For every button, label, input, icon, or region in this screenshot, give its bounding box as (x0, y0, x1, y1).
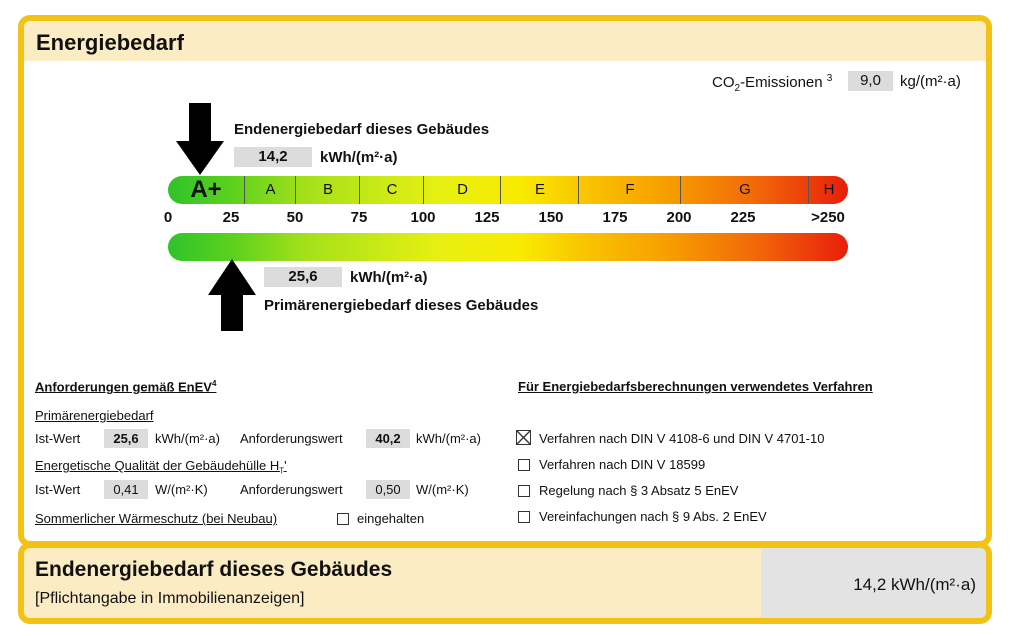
end-energy-label: Endenergiebedarf dieses Gebäudes (234, 121, 490, 138)
method-option-label: Vereinfachungen nach § 9 Abs. 2 EnEV (539, 509, 767, 524)
method-checkbox-checked[interactable] (516, 430, 531, 445)
requirements-heading: Anforderungen gemäß EnEV$^4$ (35, 379, 217, 395)
scale-tick: 150 (538, 209, 564, 226)
primary-energy-label: Primärenergiebedarf dieses Gebäudes (264, 297, 539, 314)
class-label: A (244, 176, 296, 204)
summer-protection-check-label: eingehalten (357, 511, 425, 526)
primary-energy-value: 25,6 (264, 267, 342, 287)
scale-tick: 125 (474, 209, 500, 226)
envelope-heading: Energetische Qualität der Gebäudehülle $H_T'$ (35, 458, 287, 476)
primary-ist-value: 25,6 (104, 429, 148, 448)
scale-tick: 0 (163, 209, 173, 226)
summary-title: Endenergiebedarf dieses Gebäudes (35, 558, 393, 581)
primary-anf-unit: kWh/(m²·a) (416, 431, 481, 446)
scale-tick: 75 (350, 209, 368, 226)
class-label: D (423, 176, 501, 204)
scale-tick: 200 (666, 209, 692, 226)
summary-note: [Pflichtangabe in Immobilienanzeigen] (35, 590, 305, 607)
class-label: G (680, 176, 809, 204)
panel-header (24, 21, 986, 61)
class-label: B (295, 176, 360, 204)
scale-tick: 225 (730, 209, 756, 226)
envelope-anf-value: 0,50 (366, 480, 410, 499)
method-option-label: Verfahren nach DIN V 18599 (539, 457, 706, 472)
end-energy-arrow-icon (174, 103, 226, 177)
summer-protection-checkbox[interactable] (337, 513, 349, 525)
method-option-label: Verfahren nach DIN V 4108-6 und DIN V 4701-10 (539, 431, 825, 446)
primary-energy-arrow-icon (206, 259, 258, 333)
co2-value: 9,0 (848, 71, 893, 91)
scale-tick: >250 (811, 209, 845, 226)
envelope-ist-value: 0,41 (104, 480, 148, 499)
primary-anf-value: 40,2 (366, 429, 410, 448)
panel-title: Energiebedarf (36, 30, 184, 55)
method-option-label: Regelung nach § 3 Absatz 5 EnEV (539, 483, 739, 498)
class-label: A+ (190, 176, 222, 203)
anf-label: Anforderungswert (240, 482, 343, 497)
method-checkbox[interactable] (518, 459, 530, 471)
end-energy-summary-panel (18, 542, 992, 624)
envelope-ist-unit: W/(m²·K) (155, 482, 208, 497)
method-heading: Für Energiebedarfsberechnungen verwendetes Verfahren (518, 379, 873, 394)
end-energy-value: 14,2 (234, 147, 312, 167)
end-energy-unit: kWh/(m²·a) (320, 149, 398, 166)
scale-tick: 175 (602, 209, 628, 226)
ist-label: Ist-Wert (35, 431, 81, 446)
envelope-anf-unit: W/(m²·K) (416, 482, 469, 497)
co2-label: $CO_2$-Emissionen $^3$ (712, 73, 833, 94)
ist-label: Ist-Wert (35, 482, 81, 497)
scale-tick: 50 (286, 209, 304, 226)
class-label: C (359, 176, 424, 204)
co2-unit: kg/(m²·a) (900, 73, 961, 90)
summary-value: 14,2 kWh/(m²·a) (853, 575, 976, 594)
class-label: H (808, 176, 848, 204)
primary-ist-unit: kWh/(m²·a) (155, 431, 220, 446)
anf-label: Anforderungswert (240, 431, 343, 446)
energy-demand-panel (18, 15, 992, 547)
method-checkbox[interactable] (518, 511, 530, 523)
primary-requirement-heading: Primärenergiebedarf (35, 408, 154, 423)
scale-tick: 25 (222, 209, 240, 226)
scale-tick: 100 (410, 209, 436, 226)
class-label: E (500, 176, 579, 204)
summer-protection-label: Sommerlicher Wärmeschutz (bei Neubau) (35, 511, 278, 526)
method-checkbox[interactable] (518, 485, 530, 497)
primary-energy-unit: kWh/(m²·a) (350, 269, 428, 286)
class-label: F (578, 176, 681, 204)
primary-energy-gradient-bar (168, 233, 848, 261)
efficiency-class-bar (168, 176, 848, 204)
